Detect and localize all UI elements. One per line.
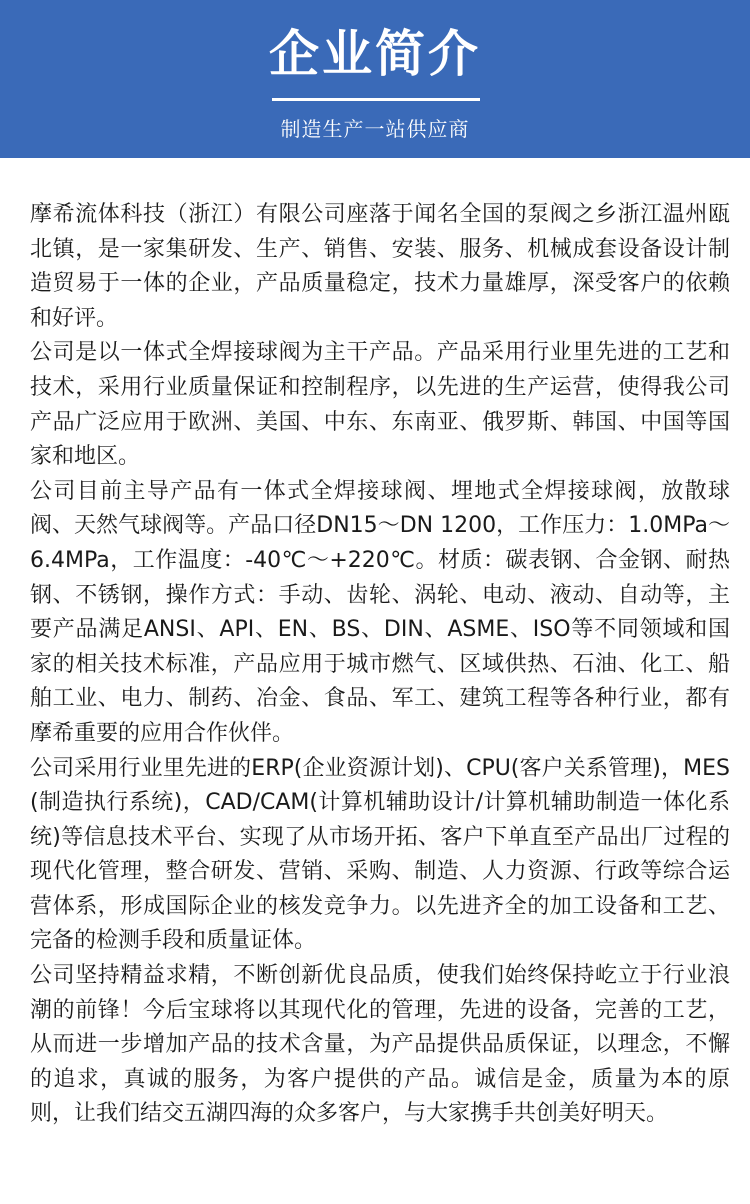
products-paragraph: 公司是以一体式全焊接球阀为主干产品。产品采用行业里先进的工艺和技术，采用行业质量保证和控制程序，以先进的生产运营，使得我公司产品广泛应用于欧洲、美国、中东、东南亚、俄罗斯、韩国、中国等国家和地区。	[30, 340, 730, 470]
header-banner	[0, 0, 750, 158]
management-paragraph: 公司采用行业里先进的ERP(企业资源计划)、CPU(客户关系管理)，MES(制造执行系统)，CAD/CAM(计算机辅助设计/计算机辅助制造一体化系统)等信息技术平台、实现了从市场开拓、客户下单直至产品出厂过程的现代化管理，整合研发、营销、采购、制造、人力资源、行政等综合运营体系，形成国际企业的核发竞争力。以先进齐全的加工设备和工艺、完备的检测手段和质量证体。	[30, 755, 730, 954]
specs-paragraph: 公司目前主导产品有一体式全焊接球阀、埋地式全焊接球阀，放散球阀、天然气球阀等。产品口径DN15～DN 1200，工作压力：1.0MPa～6.4MPa，工作温度：-40℃～+220℃。材质：碳表钢、合金钢、耐热钢、不锈钢，操作方式：手动、齿轮、涡轮、电动、液动、自动等，主要产品满足ANSI、API、EN、BS、DIN、ASME、ISO等不同领域和国家的相关技术标准，产品应用于城市燃气、区域供热、石油、化工、船舶工业、电力、制药、冶金、食品、军工、建筑工程等各种行业，都有摩希重要的应用合作伙伴。	[30, 478, 730, 746]
company-intro-text	[30, 198, 730, 1132]
intro-paragraph: 摩希流体科技（浙江）有限公司座落于闻名全国的泵阀之乡浙江温州瓯北镇，是一家集研发、生产、销售、安装、服务、机械成套设备设计制造贸易于一体的企业，产品质量稳定，技术力量雄厚，深受客户的依赖和好评。	[30, 202, 730, 331]
page-subtitle: 制造生产一站供应商	[280, 117, 470, 141]
vision-paragraph: 公司坚持精益求精，不断创新优良品质，使我们始终保持屹立于行业浪潮的前锋！今后宝球将以其现代化的管理，先进的设备，完善的工艺，从而进一步增加产品的技术含量，为产品提供品质保证，以理念，不懈的追求，真诚的服务，为客户提供的产品。诚信是金，质量为本的原则，让我们结交五湖四海的众多客户，与大家携手共创美好明天。	[30, 963, 730, 1127]
title-divider	[272, 98, 480, 101]
page-title: 企业简介	[269, 25, 481, 83]
